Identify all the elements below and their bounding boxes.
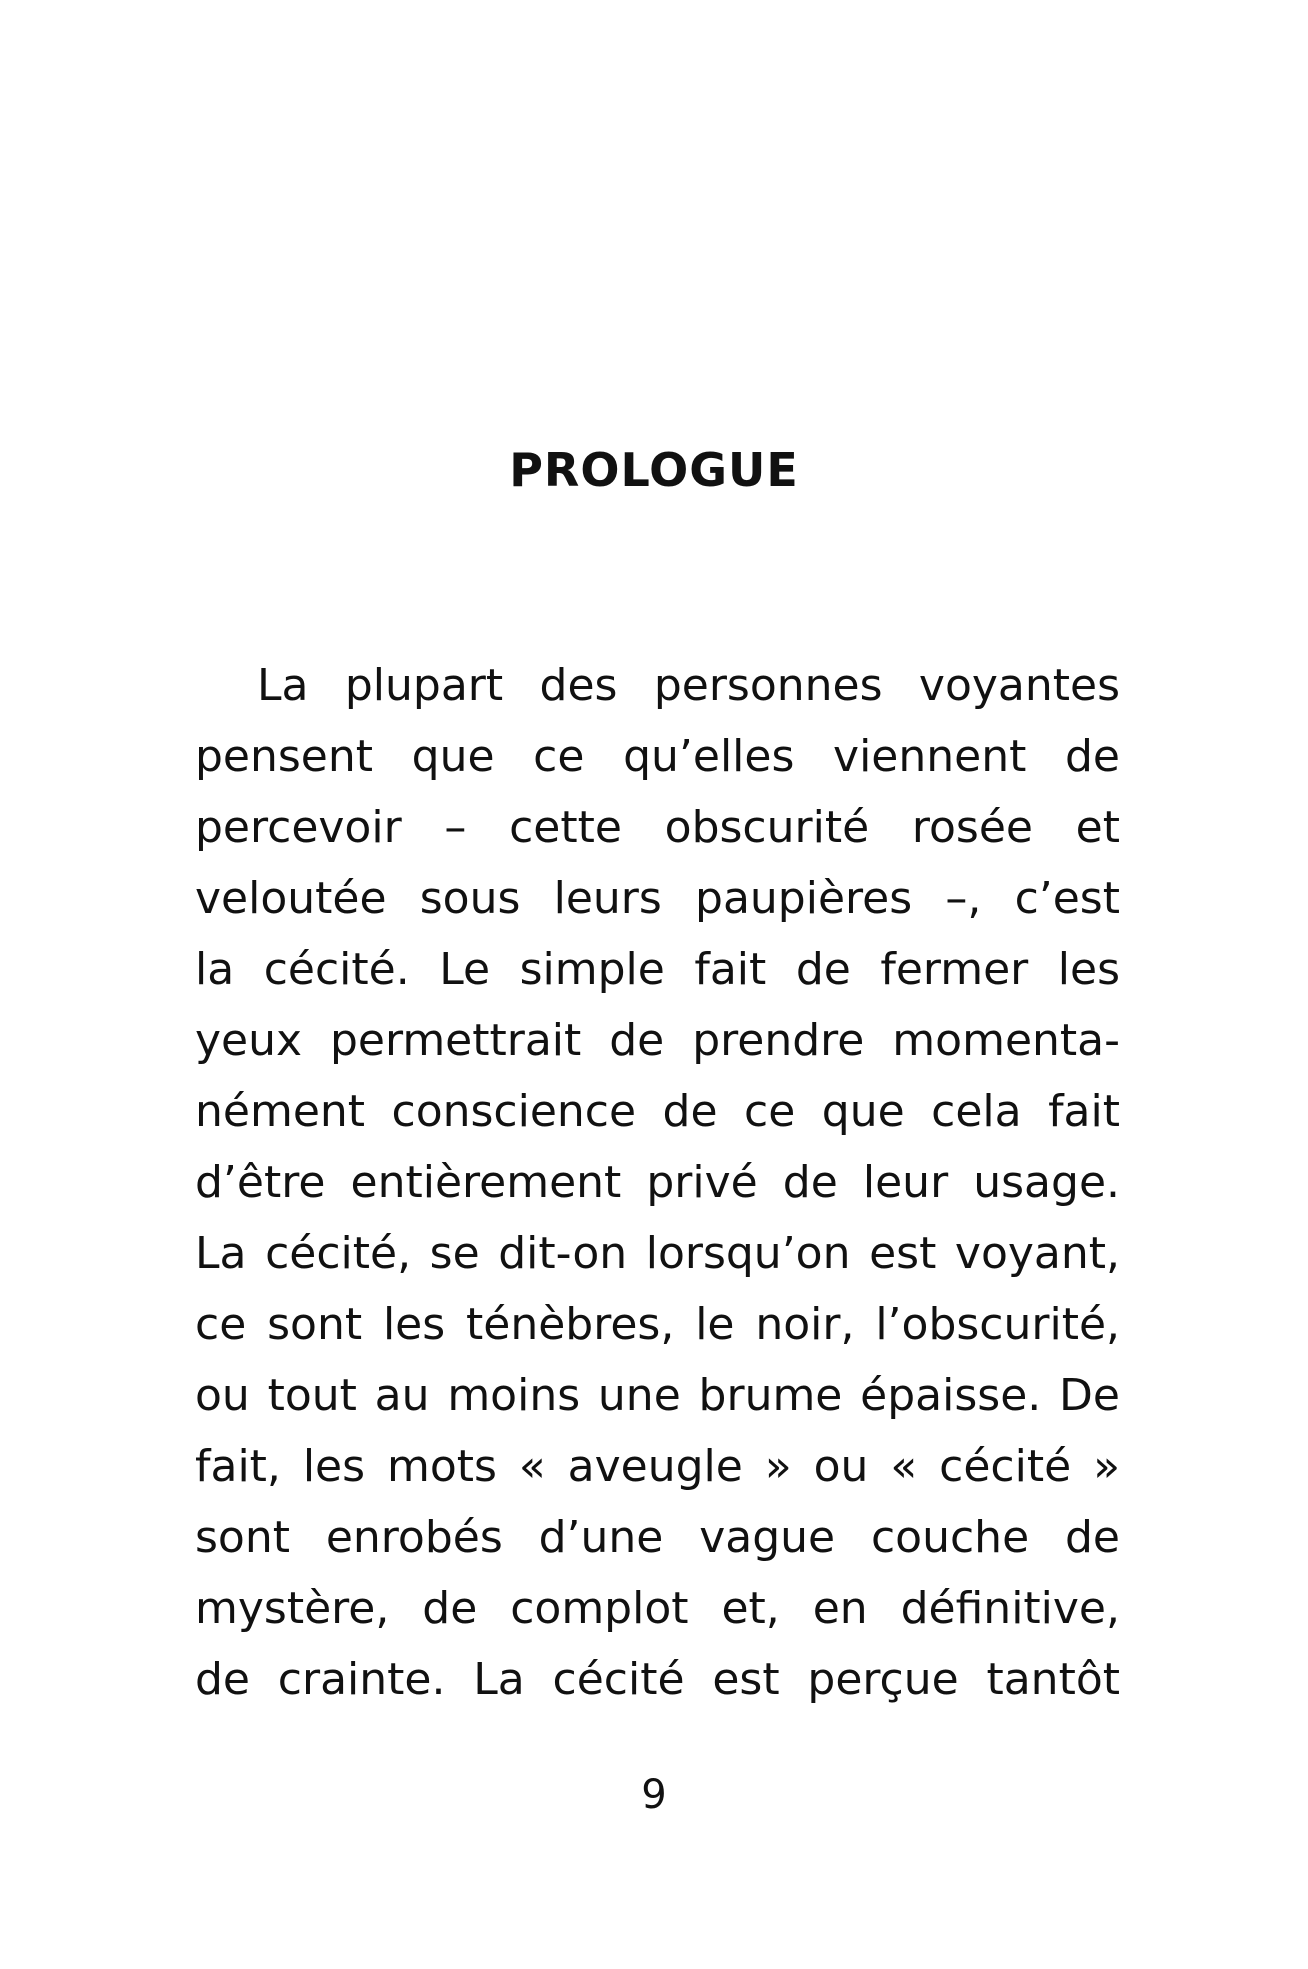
text-line: nément conscience de ce que cela fait: [195, 1086, 1120, 1137]
text-line: pensent que ce qu’elles viennent de: [195, 731, 1120, 782]
text-line: sont enrobés d’une vague couche de: [195, 1512, 1120, 1563]
text-line: La cécité, se dit-on lorsqu’on est voyant,: [195, 1228, 1120, 1279]
text-line: ce sont les ténèbres, le noir, l’obscurité,: [195, 1299, 1120, 1350]
text-line: fait, les mots « aveugle » ou « cécité »: [195, 1441, 1120, 1492]
text-line: de crainte. La cécité est perçue tantôt: [195, 1654, 1120, 1705]
chapter-title: PROLOGUE: [509, 443, 799, 497]
page-number: 9: [641, 1772, 667, 1818]
text-line: yeux permettrait de prendre momenta-: [195, 1015, 1120, 1066]
text-line: La plupart des personnes voyantes: [257, 660, 1120, 711]
text-line: d’être entièrement privé de leur usage.: [195, 1157, 1120, 1208]
text-line: veloutée sous leurs paupières –, c’est: [195, 873, 1120, 924]
text-line: percevoir – cette obscurité rosée et: [195, 802, 1120, 853]
text-line: mystère, de complot et, en définitive,: [195, 1583, 1120, 1634]
body-paragraph: [195, 650, 1120, 1715]
text-line: ou tout au moins une brume épaisse. De: [195, 1370, 1120, 1421]
text-line: la cécité. Le simple fait de fermer les: [195, 944, 1120, 995]
